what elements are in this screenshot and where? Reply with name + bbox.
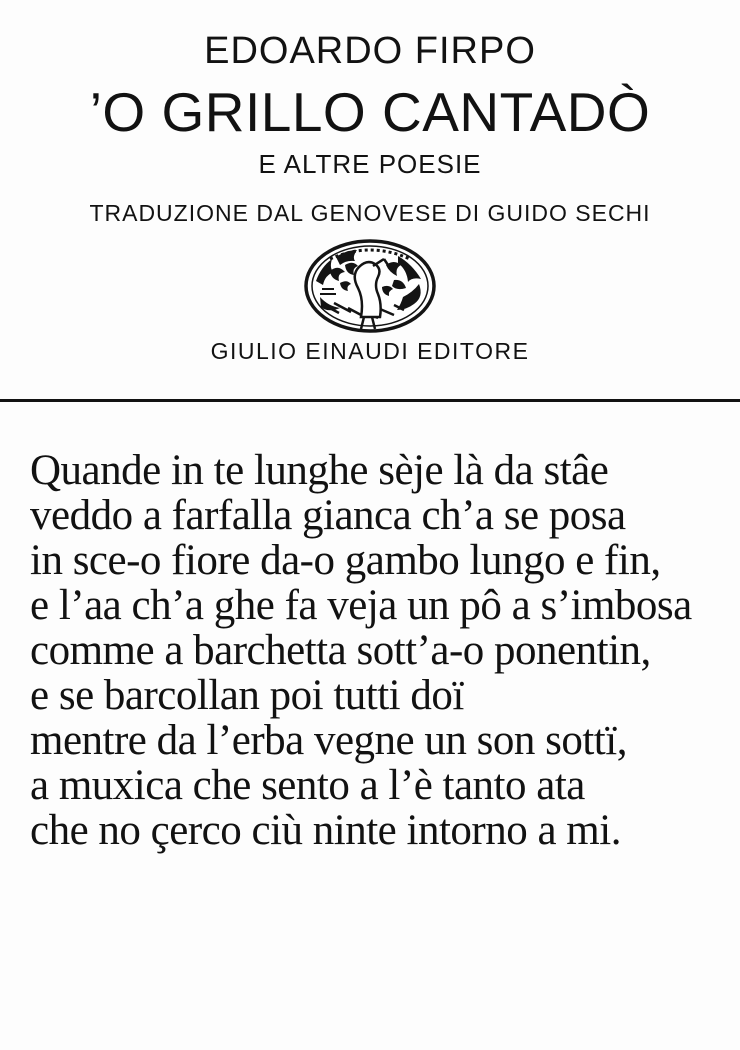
poem-line: comme a barchetta sott’a-o ponentin, bbox=[30, 627, 651, 674]
poem-line: in sce-o fiore da-o gambo lungo e fin, bbox=[30, 537, 661, 584]
poem-line: a muxica che sento a l’è tanto ata bbox=[30, 762, 585, 809]
author-name: EDOARDO FIRPO bbox=[204, 30, 536, 72]
poem-line: che no çerco ciù ninte intorno a mi. bbox=[30, 807, 621, 854]
poem-line: e l’aa ch’a ghe fa veja un pô a s’imbosa bbox=[30, 582, 692, 629]
poem-line: Quande in te lunghe sèje là da stâe bbox=[30, 447, 609, 494]
translation-note: TRADUZIONE DAL GENOVESE DI GUIDO SECHI bbox=[89, 200, 651, 226]
book-title: ’O GRILLO CANTADÒ bbox=[89, 81, 651, 143]
book-subtitle: E ALTRE POESIE bbox=[258, 149, 482, 179]
publisher-name: GIULIO EINAUDI EDITORE bbox=[210, 338, 530, 364]
horizontal-divider bbox=[0, 399, 740, 402]
poem-line: mentre da l’erba vegne un son sottï, bbox=[30, 717, 627, 764]
poem-line: e se barcollan poi tutti doï bbox=[30, 672, 464, 719]
poem-block bbox=[30, 448, 730, 853]
publisher-ostrich-logo-icon bbox=[300, 237, 440, 335]
poem-line: veddo a farfalla gianca ch’a se posa bbox=[30, 492, 626, 539]
